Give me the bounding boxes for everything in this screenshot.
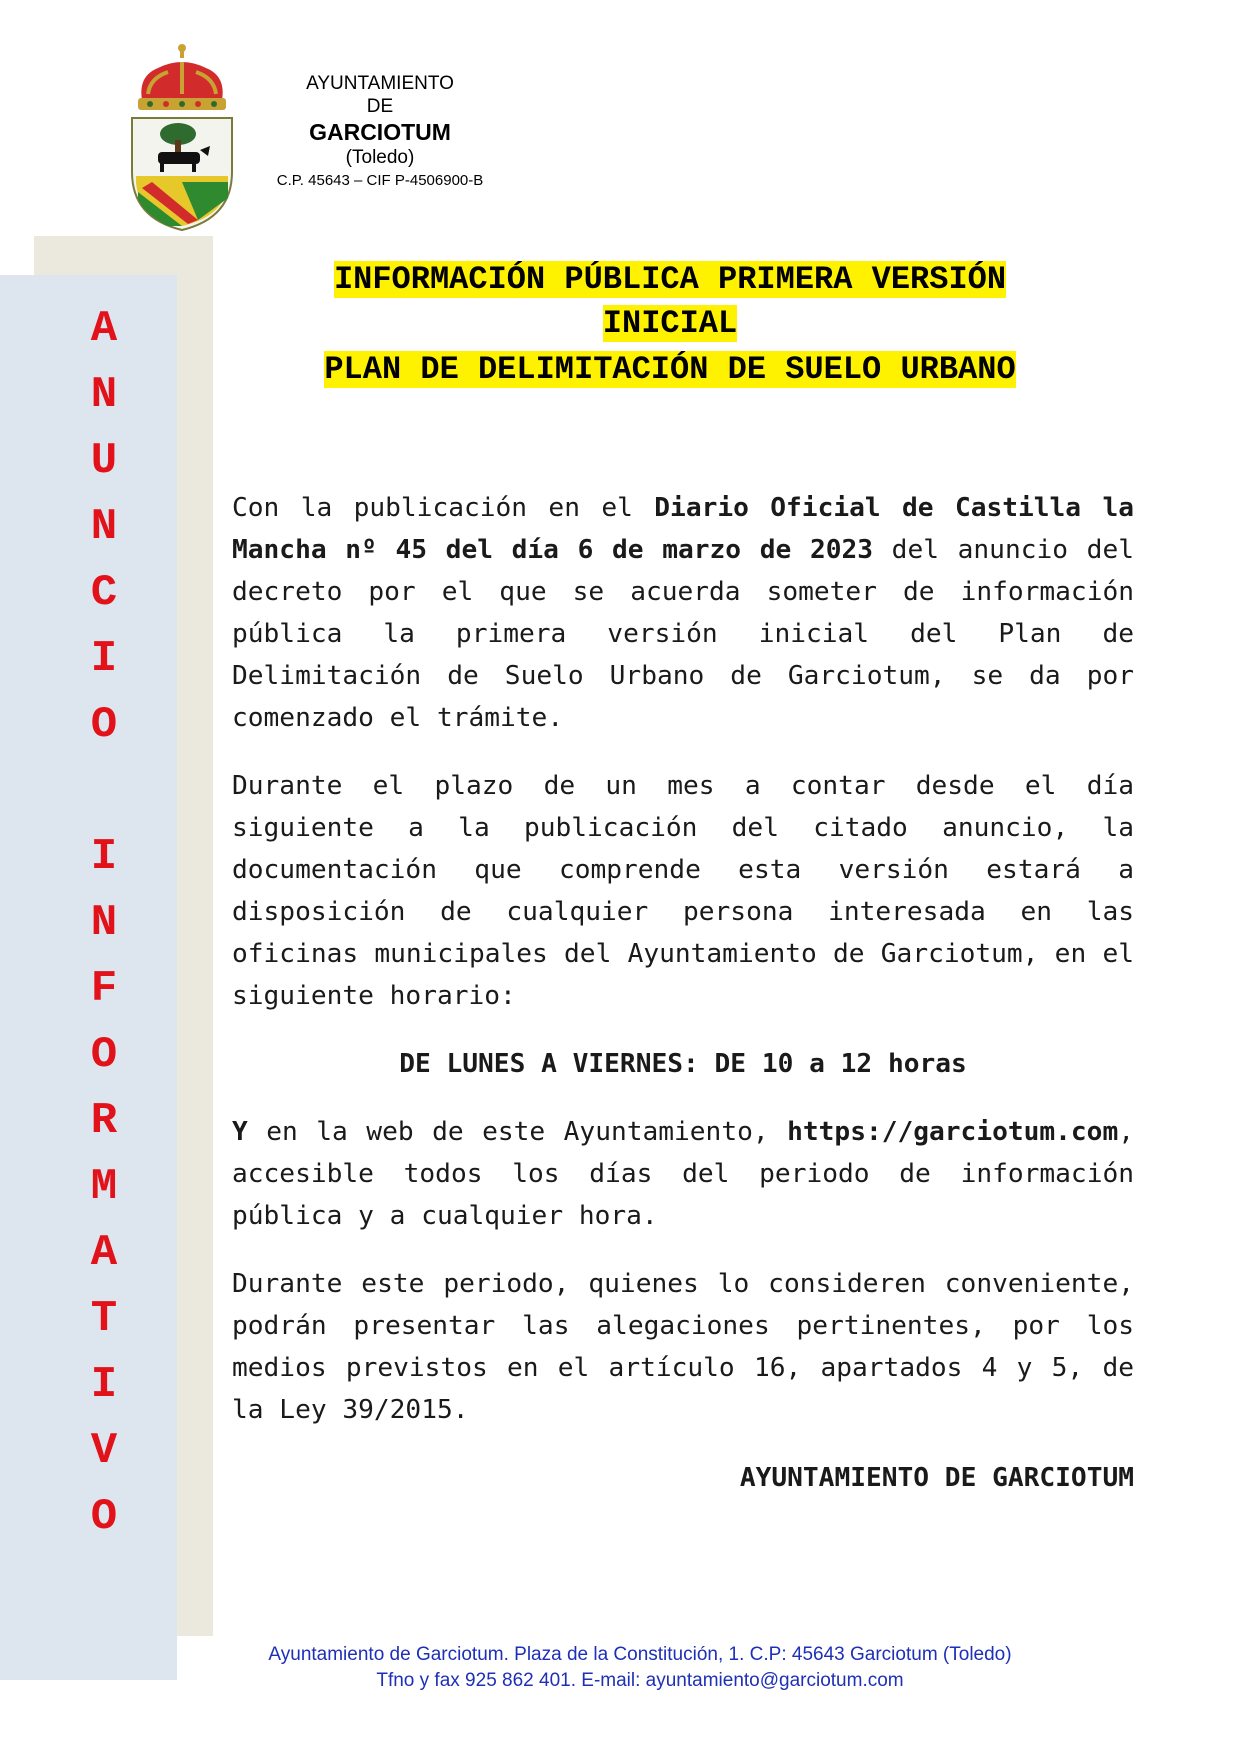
vertical-letter: C bbox=[90, 568, 118, 618]
coat-of-arms-logo bbox=[128, 42, 236, 232]
footer-line-2: Tfno y fax 925 862 401. E-mail: ayuntamiento@garciotum.com bbox=[376, 1670, 904, 1691]
vertical-letter: N bbox=[90, 370, 118, 420]
vertical-gap bbox=[62, 758, 146, 824]
vertical-letter: N bbox=[90, 898, 118, 948]
province-name: (Toledo) bbox=[345, 147, 415, 169]
paragraph-1-end: del anuncio del decreto por el que se acuerda someter de información pública la primera versión inicial del Plan de Delimitación de Suelo Urbano de Garciotum, se da por comenzado el trámite. bbox=[232, 535, 1134, 733]
vertical-letter: F bbox=[90, 964, 118, 1014]
vertical-letter: R bbox=[90, 1096, 118, 1146]
header-block bbox=[250, 72, 510, 190]
title-line-1: INFORMACIÓN PÚBLICA PRIMERA VERSIÓN bbox=[333, 261, 1007, 298]
vertical-heading bbox=[62, 296, 146, 1550]
vertical-letter: V bbox=[90, 1426, 118, 1476]
vertical-letter: I bbox=[90, 634, 118, 684]
footer bbox=[200, 1642, 1080, 1694]
paragraph-4: Durante este periodo, quienes lo consideren conveniente, podrán presentar las alegaciones pertinentes, por los medios previstos en el artículo 16, apartados 4 y 5, de la Ley 39/2015. bbox=[232, 1269, 1134, 1425]
header-line-1: AYUNTAMIENTO bbox=[306, 73, 454, 94]
vertical-letter: O bbox=[90, 1030, 118, 1080]
header-line-2: DE bbox=[366, 96, 394, 118]
paragraph-3-mid: en la web de este Ayuntamiento, bbox=[247, 1117, 788, 1147]
title-line-2: INICIAL bbox=[602, 305, 738, 342]
paragraph-1-start: Con la publicación en el bbox=[232, 493, 655, 523]
title-line-3: PLAN DE DELIMITACIÓN DE SUELO URBANO bbox=[324, 351, 1016, 388]
paragraph-3-bold: Y bbox=[232, 1117, 248, 1147]
website-link[interactable]: https://garciotum.com bbox=[787, 1117, 1119, 1147]
signature: AYUNTAMIENTO DE GARCIOTUM bbox=[739, 1463, 1134, 1493]
paragraph-2: Durante el plazo de un mes a contar desde el día siguiente a la publicación del citado anuncio, la documentación que comprende esta versión estará a disposición de cualquier persona interesada en las oficinas municipales del Ayuntamiento de Garciotum, en el siguiente horario: bbox=[232, 771, 1134, 1011]
paragraph-1 bbox=[232, 487, 1134, 739]
vertical-letter: O bbox=[90, 1492, 118, 1542]
footer-line-1: Ayuntamiento de Garciotum. Plaza de la Constitución, 1. C.P: 45643 Garciotum (Toledo) bbox=[268, 1644, 1012, 1665]
vertical-letter: A bbox=[90, 1228, 118, 1278]
vertical-letter: T bbox=[90, 1294, 118, 1344]
vertical-letter: N bbox=[90, 502, 118, 552]
paragraph-1-bold: Diario Oficial de Castilla la Mancha nº 45 del día 6 de marzo de 2023 bbox=[232, 493, 1134, 565]
document-title bbox=[240, 258, 1100, 392]
postal-cif: C.P. 45643 – CIF P-4506900-B bbox=[276, 171, 484, 189]
paragraph-3-end: , accesible todos los días del periodo de información pública y a cualquier hora. bbox=[232, 1117, 1134, 1231]
vertical-letter: I bbox=[90, 832, 118, 882]
vertical-letter: O bbox=[90, 700, 118, 750]
paragraph-3 bbox=[232, 1111, 1134, 1237]
vertical-letter: A bbox=[90, 304, 118, 354]
document-body bbox=[232, 487, 1134, 1499]
vertical-letter: M bbox=[90, 1162, 118, 1212]
schedule: DE LUNES A VIERNES: DE 10 a 12 horas bbox=[399, 1049, 967, 1079]
vertical-letter: U bbox=[90, 436, 118, 486]
vertical-letter: I bbox=[90, 1360, 118, 1410]
municipality-name: GARCIOTUM bbox=[309, 119, 451, 146]
